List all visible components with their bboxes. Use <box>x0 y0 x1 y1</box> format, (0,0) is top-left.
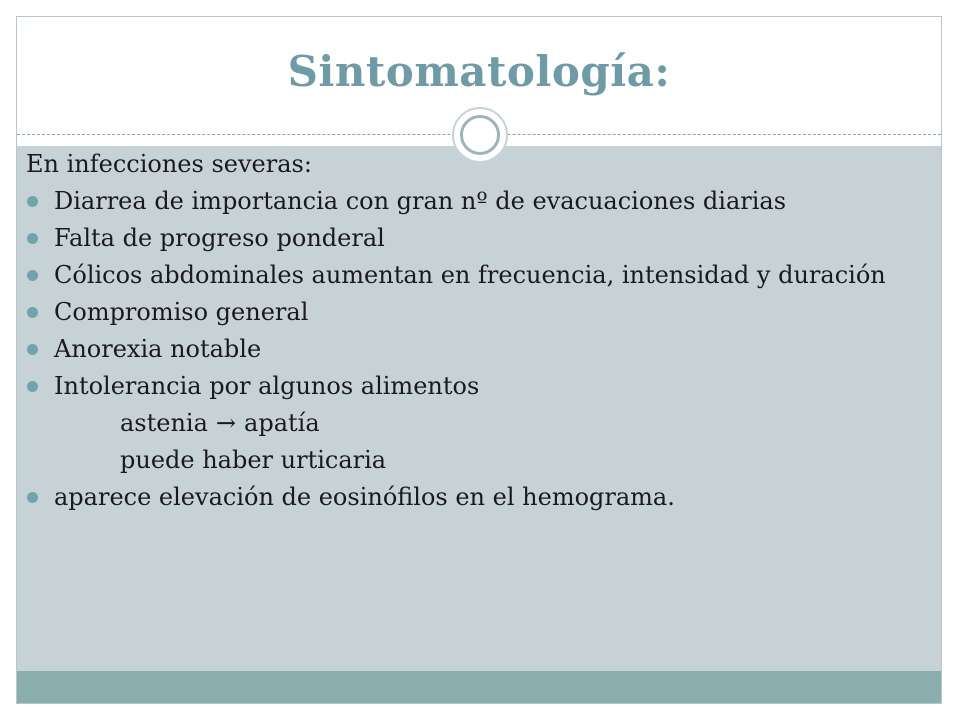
sub-line-astenia-right: apatía <box>244 409 320 437</box>
bullet-dot-icon <box>27 381 38 392</box>
right-arrow-icon: → <box>215 409 237 437</box>
page-title: Sintomatología: <box>287 47 671 96</box>
list-item <box>26 300 906 325</box>
bullet-list <box>26 189 906 399</box>
bullet-dot-icon <box>27 344 38 355</box>
list-item <box>26 485 906 510</box>
list-item <box>26 189 906 214</box>
bullet-dot-icon <box>27 270 38 281</box>
list-item <box>26 337 906 362</box>
bullet-dot-icon <box>27 492 38 503</box>
list-item-text: Falta de progreso ponderal <box>54 224 385 252</box>
bullet-dot-icon <box>27 307 38 318</box>
intro-text: En infecciones severas: <box>26 150 312 178</box>
bullet-dot-icon <box>27 233 38 244</box>
list-item-text: Cólicos abdominales aumentan en frecuencia, intensidad y duración <box>54 261 886 289</box>
list-item <box>26 226 906 251</box>
list-item-text: Intolerancia por algunos alimentos <box>54 372 480 400</box>
sub-line-astenia-left: astenia <box>120 409 208 437</box>
bottom-band <box>17 671 941 704</box>
sub-line-urticaria: puede haber urticaria <box>120 446 387 474</box>
list-item <box>26 374 906 399</box>
sub-line-astenia <box>26 411 906 436</box>
bullet-list-final <box>26 485 906 510</box>
list-item-text: Diarrea de importancia con gran nº de evacuaciones diarias <box>54 187 787 215</box>
list-item-text: Compromiso general <box>54 298 309 326</box>
body-text <box>26 152 906 522</box>
bullet-dot-icon <box>27 196 38 207</box>
list-item-text: Anorexia notable <box>54 335 262 363</box>
list-item-text: aparece elevación de eosinófilos en el hemograma. <box>54 483 675 511</box>
list-item <box>26 263 906 288</box>
